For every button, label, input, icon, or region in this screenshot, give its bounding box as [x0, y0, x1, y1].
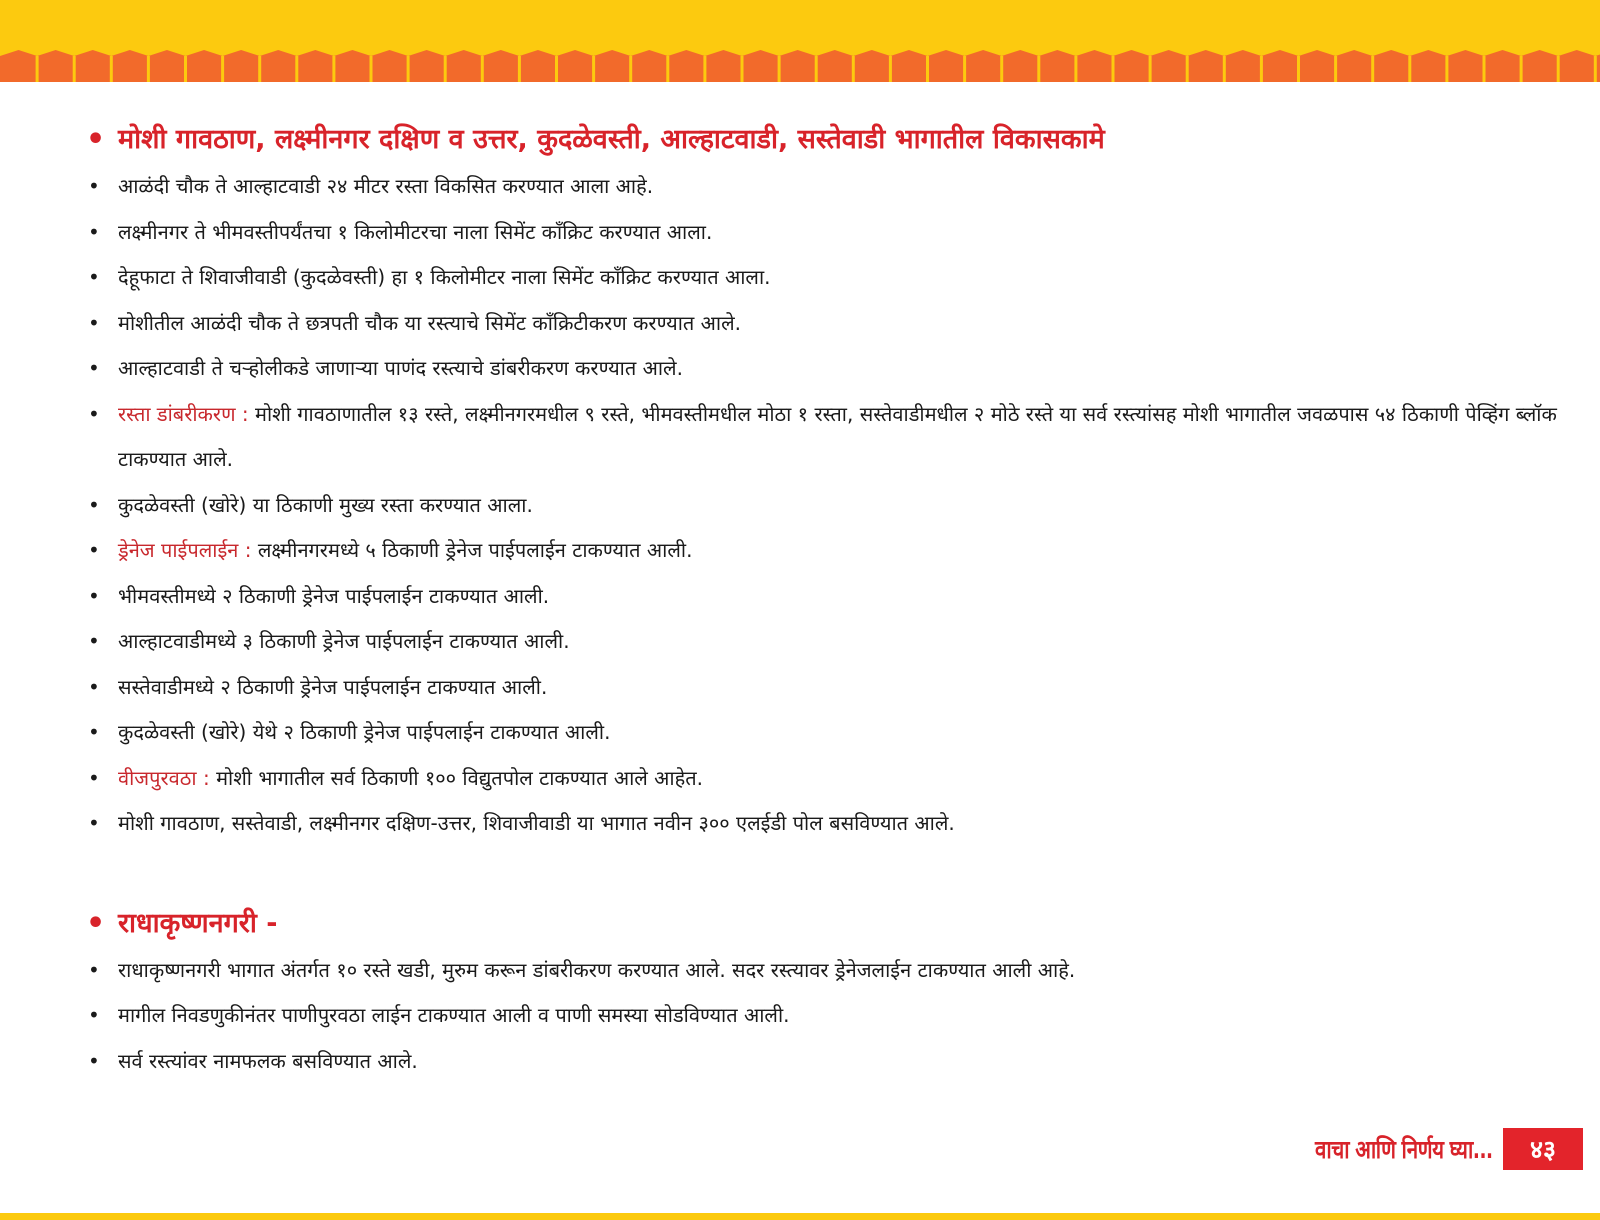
bottom-decorative-band — [0, 1213, 1600, 1220]
item-text: मोशी भागातील सर्व ठिकाणी १०० विद्युतपोल टाकण्यात आले आहेत. — [216, 765, 703, 790]
bullet-icon: • — [88, 957, 100, 982]
bullet-icon: • — [88, 583, 100, 608]
page-content — [86, 118, 1566, 1084]
section1-heading-text: मोशी गावठाण, लक्ष्मीनगर दक्षिण व उत्तर, कुदळेवस्ती, आल्हाटवाडी, सस्तेवाडी भागातील विकासकामे — [118, 124, 1105, 155]
bullet-icon: • — [88, 265, 100, 289]
heading-bullet-icon: • — [86, 905, 106, 941]
list-item — [86, 948, 1566, 994]
section2 — [86, 902, 1566, 1085]
item-text: आल्हाटवाडी ते चऱ्होलीकडे जाणाऱ्या पाणंद रस्त्याचे डांबरीकरण करण्यात आले. — [118, 356, 683, 380]
item-text: सर्व रस्त्यांवर नामफलक बसविण्यात आले. — [118, 1048, 418, 1073]
item-text: सस्तेवाडीमध्ये २ ठिकाणी ड्रेनेज पाईपलाईन टाकण्यात आली. — [118, 674, 548, 699]
bullet-icon: • — [88, 219, 100, 244]
list-item — [86, 619, 1566, 665]
list-item — [86, 346, 1566, 392]
top-decorative-band — [0, 0, 1600, 82]
list-item — [86, 255, 1566, 301]
section1-list — [86, 164, 1566, 847]
bullet-icon: • — [88, 1048, 100, 1073]
list-item — [86, 301, 1566, 347]
item-text: लक्ष्मीनगरमध्ये ५ ठिकाणी ड्रेनेज पाईपलाईन टाकण्यात आली. — [257, 538, 693, 562]
bullet-icon: • — [88, 401, 100, 426]
item-text: मोशी गावठाणातील १३ रस्ते, लक्ष्मीनगरमधील ९ रस्ते, भीमवस्तीमधील मोठा १ रस्ता, सस्तेवाडीमधील २ मोठे रस्ते या सर्व रस्त्यांसह मोशी भागातील जवळपास ५४ ठिकाणी पेव्हिंग ब्लॉक टाकण्यात आले. — [118, 401, 1557, 471]
list-item — [86, 756, 1566, 802]
section1-heading — [86, 118, 1566, 162]
bullet-icon: • — [88, 720, 100, 744]
list-item — [86, 392, 1566, 483]
bullet-icon: • — [88, 356, 100, 380]
bullet-icon: • — [88, 811, 100, 835]
item-text: कुदळेवस्ती (खोरे) येथे २ ठिकाणी ड्रेनेज पाईपलाईन टाकण्यात आली. — [118, 720, 611, 744]
bullet-icon: • — [88, 765, 100, 790]
item-text: आळंदी चौक ते आल्हाटवाडी २४ मीटर रस्ता विकसित करण्यात आला आहे. — [118, 174, 654, 198]
list-item — [86, 483, 1566, 529]
item-label: रस्ता डांबरीकरण : — [118, 401, 256, 426]
heading-bullet-icon: • — [86, 122, 106, 157]
bullet-icon: • — [88, 492, 100, 517]
bullet-icon: • — [88, 174, 100, 198]
list-item — [86, 665, 1566, 711]
section2-heading — [86, 902, 1566, 946]
item-text: देहूफाटा ते शिवाजीवाडी (कुदळेवस्ती) हा १ किलोमीटर नाला सिमेंट कॉंक्रिट करण्यात आला. — [118, 265, 771, 289]
footer-tagline: वाचा आणि निर्णय घ्या... — [1315, 1135, 1493, 1164]
item-text: कुदळेवस्ती (खोरे) या ठिकाणी मुख्य रस्ता करण्यात आला. — [118, 492, 533, 517]
zigzag-border — [0, 42, 1600, 82]
item-text: भीमवस्तीमध्ये २ ठिकाणी ड्रेनेज पाईपलाईन टाकण्यात आली. — [118, 583, 550, 608]
bullet-icon: • — [88, 629, 100, 653]
item-label: ड्रेनेज पाईपलाईन : — [118, 538, 258, 562]
section2-heading-text: राधाकृष्णनगरी - — [118, 907, 278, 939]
section2-list — [86, 948, 1566, 1085]
list-item — [86, 993, 1566, 1039]
list-item — [86, 210, 1566, 256]
item-text: लक्ष्मीनगर ते भीमवस्तीपर्यंतचा १ किलोमीटरचा नाला सिमेंट कॉंक्रिट करण्यात आला. — [118, 219, 713, 244]
list-item — [86, 1039, 1566, 1085]
bullet-icon: • — [88, 1003, 100, 1027]
bullet-icon: • — [88, 538, 100, 562]
list-item — [86, 528, 1566, 574]
page-number-badge: ४३ — [1503, 1128, 1583, 1170]
bullet-icon: • — [88, 674, 100, 699]
page-footer — [1276, 1128, 1583, 1170]
bullet-icon: • — [88, 310, 100, 335]
item-text: मोशीतील आळंदी चौक ते छत्रपती चौक या रस्त्याचे सिमेंट कॉंक्रिटीकरण करण्यात आले. — [118, 310, 741, 335]
item-text: मागील निवडणुकीनंतर पाणीपुरवठा लाईन टाकण्यात आली व पाणी समस्या सोडविण्यात आली. — [118, 1003, 790, 1027]
list-item — [86, 801, 1566, 847]
item-label: वीजपुरवठा : — [118, 765, 217, 790]
list-item — [86, 710, 1566, 756]
list-item — [86, 164, 1566, 210]
zigzag-shapes — [0, 50, 1600, 82]
item-text: राधाकृष्णनगरी भागात अंतर्गत १० रस्ते खडी, मुरुम करून डांबरीकरण करण्यात आले. सदर रस्त्यावर ड्रेनेजलाईन टाकण्यात आली आहे. — [118, 957, 1076, 982]
list-item — [86, 574, 1566, 620]
item-text: आल्हाटवाडीमध्ये ३ ठिकाणी ड्रेनेज पाईपलाईन टाकण्यात आली. — [118, 629, 570, 653]
item-text: मोशी गावठाण, सस्तेवाडी, लक्ष्मीनगर दक्षिण-उत्तर, शिवाजीवाडी या भागात नवीन ३०० एलईडी पोल बसविण्यात आले. — [118, 811, 955, 835]
